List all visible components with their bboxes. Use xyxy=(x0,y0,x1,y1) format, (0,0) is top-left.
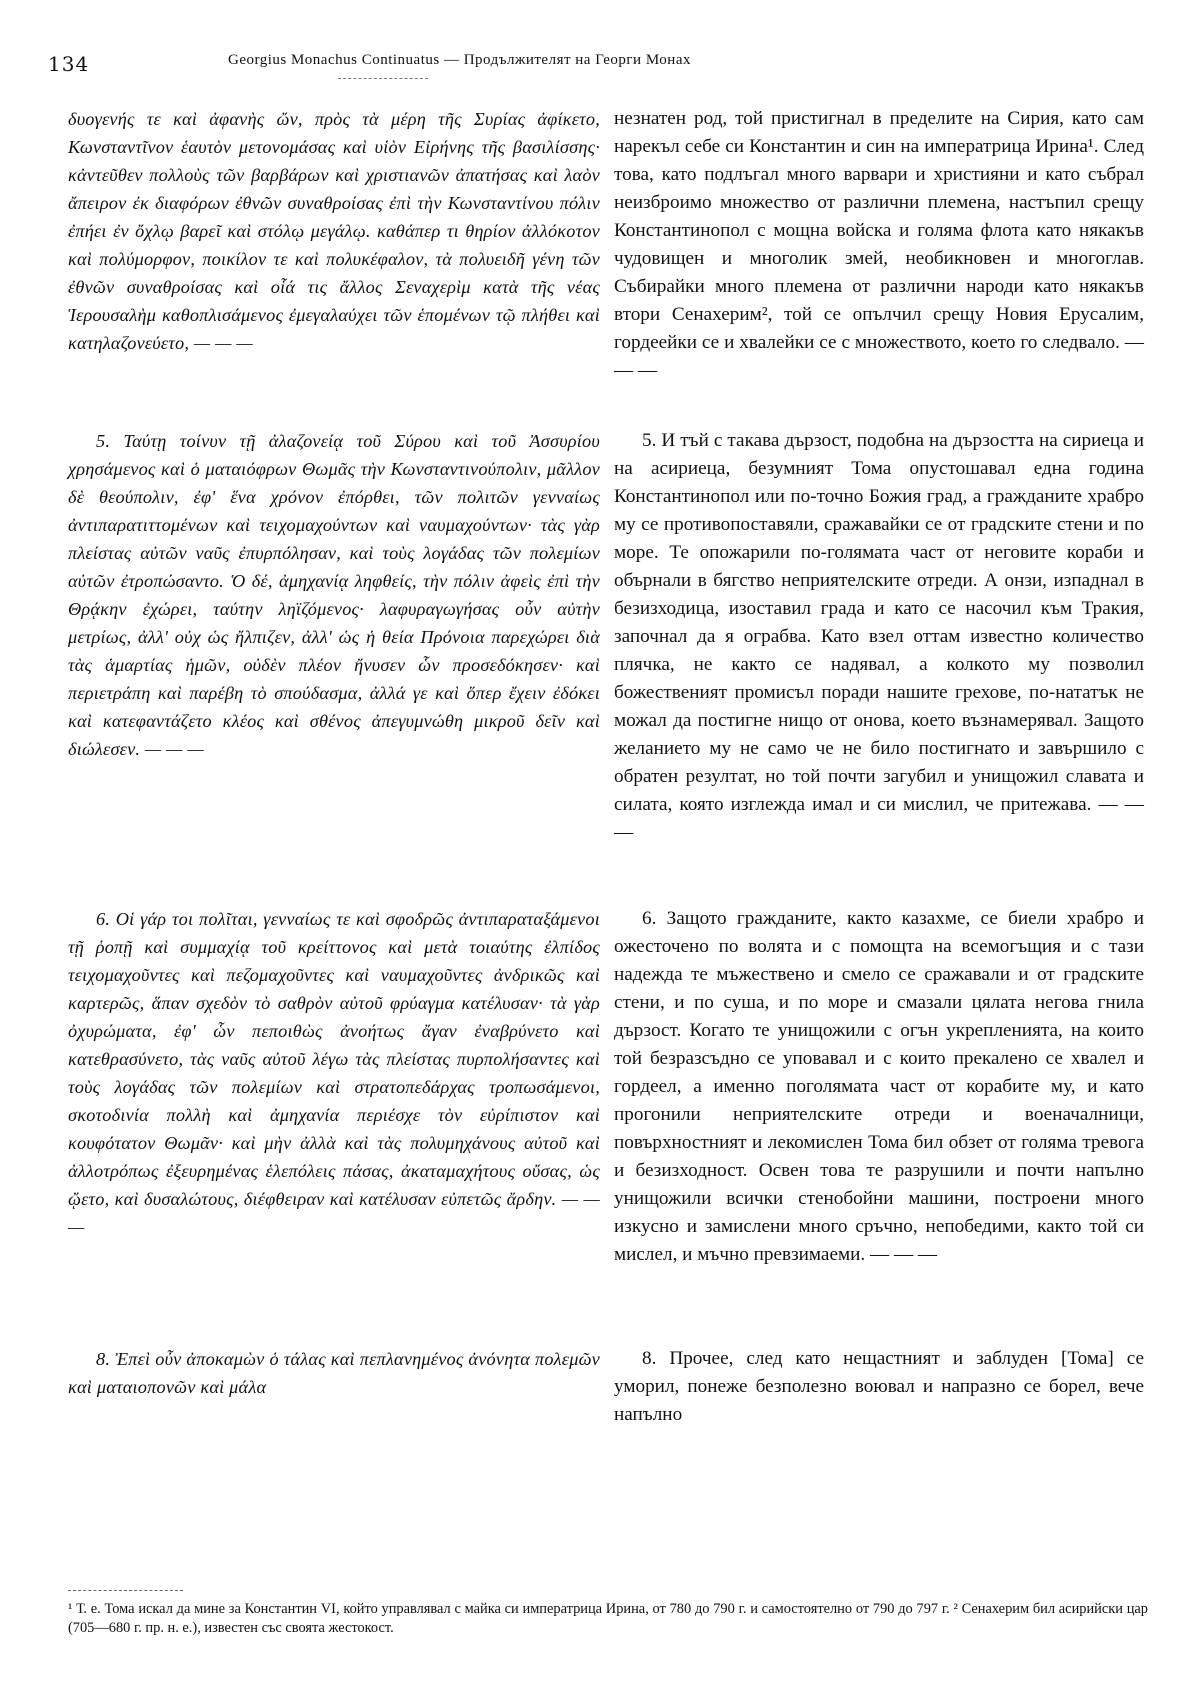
page-number: 134 xyxy=(48,52,90,76)
greek-paragraph-8: 8. Ἐπεὶ οὖν ἀποκαμὼν ὁ τάλας καὶ πεπλανημένος ἀνόνητα πολεμῶν καὶ ματαιοπονῶν καὶ μάλα xyxy=(68,1349,600,1397)
bulgarian-paragraph-6: 6. Защото гражданите, както казахме, се биели храбро и ожесточено по волята и с помощта на всемогъщия и с тази надежда те мъжествено и смело се сражавали и от градските стени, и по суша, и по море и смазали цялата негова гнила дързост. Когато те унищожили с огън укрепленията, на които той безразсъдно се уповавал и с които прекалено се хвалел и гордеел, а именно поголямата част от корабите му, и като прогонили неприятелските отреди и военачалници, повърхностният и лекомислен Тома бил обзет от голяма тревога и безизходност. Освен това те разрушили и почти напълно унищожили всички стенобойни машини, построени много изкусно и замислени много сръчно, непобедими, както той си мислел, и мъчно превзимаеми. — — — xyxy=(614,908,1144,1265)
footnotes xyxy=(68,1600,1148,1638)
greek-paragraph-4-continued: δυογενής τε καὶ ἀφανὴς ὤν, πρὸς τὰ μέρη τῆς Συρίας ἀφίκετο, Κωνσταντῖνον ἑαυτὸν μετονομάσας καὶ υἱὸν Εἰρήνης τῆς βασιλίσσης· κἀντεῦθεν πολλοὺς τῶν βαρβάρων καὶ χριστιανῶν ἀπατήσας καὶ λαὸν ἄπειρον ἐκ διαφόρων ἐθνῶν συναθροίσας ἐπὶ τὴν Κωνσταντίνου πόλιν ἐπήει ἐν ὄχλῳ βαρεῖ καὶ στόλῳ μεγάλῳ. καθάπερ τι θηρίον ἀλλόκοτον καὶ πολύμορφον, ποικίλον τε καὶ πολυκέφαλον, τὰ πολυειδῆ γένη τῶν ἐθνῶν συναθροίσας καὶ οἷά τις ἄλλος Σεναχερὶμ κατὰ τῆς νέας Ἱερουσαλὴμ καθοπλισάμενος ἐμεγαλαύχει τῶν ἑπομένων τῷ πλήθει καὶ κατηλαζονεύετο, — — — xyxy=(68,109,600,353)
running-title: Georgius Monachus Continuatus — Продължителят на Георги Монах xyxy=(228,52,691,68)
footnote-rule xyxy=(68,1590,183,1591)
header-rule xyxy=(338,78,428,79)
bulgarian-paragraph-8: 8. Прочее, след като нещастният и заблуден [Тома] се уморил, понеже безполезно воювал и напразно се борел, вече напълно xyxy=(614,1348,1144,1425)
greek-paragraph-6: 6. Οἱ γάρ τοι πολῖται, γενναίως τε καὶ σφοδρῶς ἀντιπαραταξάμενοι τῇ ῥοπῇ καὶ συμμαχίᾳ τοῦ κρείττονος καὶ μετὰ τοιαύτης ἐλπίδος τειχομαχοῦντες καὶ πεζομαχοῦντες καὶ ναυμαχοῦντες ἀνδρικῶς καὶ καρτερῶς, ἅπαν σχεδὸν τὸ σαθρὸν αὐτοῦ φρύαγμα κατέλυσαν· τὰ γὰρ ὀχυρώματα, ἐφ' ὧν πεποιθὼς ἀνοήτως ἄγαν ἐναβρύνετο καὶ κατεθρασύνετο, τὰς ναῦς αὐτοῦ λέγω τὰς πλείστας πυρπολήσαντες καὶ τοὺς λογάδας τῶν πολεμίων καὶ στρατοπεδάρχας τροπωσάμενοι, σκοτοδινία πολλὴ καὶ ἀμηχανία περιέσχε τὸν εὐρίπιστον καὶ κουφότατον Θωμᾶν· καὶ μὴν ἀλλὰ καὶ τὰς πολυμηχάνους αὐτοῦ καὶ ἀλλοτρόπως ἐξευρημένας ἑλεπόλεις πάσας, ἀκαταμαχήτους οὔσας, ὡς ᾤετο, καὶ δυσαλώτους, διέφθειραν καὶ κατέλυσαν εὐπετῶς ἄρδην. — — — xyxy=(68,909,600,1237)
page-header xyxy=(48,40,1148,80)
bulgarian-column xyxy=(614,105,1144,1555)
footnote-1: ¹ Т. е. Тома искал да мине за Константин VI, който управлявал с майка си императрица Ирина, от 780 до 790 г. и самостоятелно от 790 до 797 г. xyxy=(68,1601,954,1617)
greek-paragraph-5: 5. Ταύτῃ τοίνυν τῇ ἀλαζονείᾳ τοῦ Σύρου καὶ τοῦ Ἀσσυρίου χρησάμενος καὶ ὁ ματαιόφρων Θωμᾶς τὴν Κωνσταντινούπολιν, μᾶλλον δὲ θεούπολιν, ἐφ' ἕνα χρόνον ἐπόρθει, τῶν πολιτῶν γενναίως ἀντιπαρατιττομένων καὶ τειχομαχούντων καὶ ναυμαχούντων· τὰς γὰρ πλείστας αὐτῶν ναῦς ἐπυρπόλησαν, καὶ τοὺς λογάδας τῶν πολεμίων αὐτῶν ἐτροπώσαντο. Ὁ δέ, ἀμηχανίᾳ ληφθείς, τὴν πόλιν ἀφεὶς ἐπὶ τὴν Θρᾴκην ἐχώρει, ταύτην ληϊζόμενος· λαφυραγωγήσας οὖν αὐτὴν μετρίως, ἀλλ' οὐχ ὡς ἤλπιζεν, ἀλλ' ὡς ἡ θεία Πρόνοια παρεχώρει διὰ τὰς ἁμαρτίας ἡμῶν, οὐδὲν πλέον ἤνυσεν ὧν προσεδόκησεν· καὶ περιετράπη καὶ παρέβη τὸ σπούδασμα, ἀλλά γε καὶ ὅπερ ἔχειν ἐδόκει καὶ κατεφαντάζετο κλέος καὶ σθένος ἀπεγυμνώθη μικροῦ δεῖν καὶ διώλεσεν. — — — xyxy=(68,431,600,759)
bulgarian-paragraph-5: 5. И тъй с такава дързост, подобна на дързостта на сириеца и на асириеца, безумният Тома опустошавал една година Константинопол или по-точно Божия град, а гражданите храбро му се противопоставяли, сражавайки се от градските стени и по море. Те опожарили по-голямата част от неговите кораби и обърнали в бягство неприятелските отреди. А онзи, изпаднал в безизходица, изоставил града и като се насочил към Тракия, започнал да я ограбва. Като взел оттам известно количество плячка, не както се надявал, а колкото му позволил божественият промисъл поради нашите грехове, по-нататък не можал да постигне нищо от онова, което възнамерявал. Защото желанието му не само че не било постигнато и завършило с обратен резултат, но той почти загубил и унищожил славата и силата, която изглежда имал и си мислил, че притежава. — — — xyxy=(614,430,1144,843)
bulgarian-paragraph-4-continued: незнатен род, той пристигнал в пределите на Сирия, като сам нарекъл себе си Константин и син на императрица Ирина¹. След това, като подлъгал много варвари и християни и като събрал неизброимо множество от различни племена, настъпил срещу Константинопол с мощна войска и голяма флота като някакъв чудовищен и многолик змей, необикновен и многоглав. Събирайки много племена от различни народи като някакъв втори Сенахерим², той се опълчил срещу Новия Ерусалим, гордеейки се и хвалейки се с множеството, което го следвало. — — — xyxy=(614,108,1144,381)
greek-column xyxy=(68,105,600,1555)
footnote-2: ² Сенахерим бил асирийски цар (705—680 г. пр. н. е.), известен със своята жестокост. xyxy=(68,1601,1148,1636)
